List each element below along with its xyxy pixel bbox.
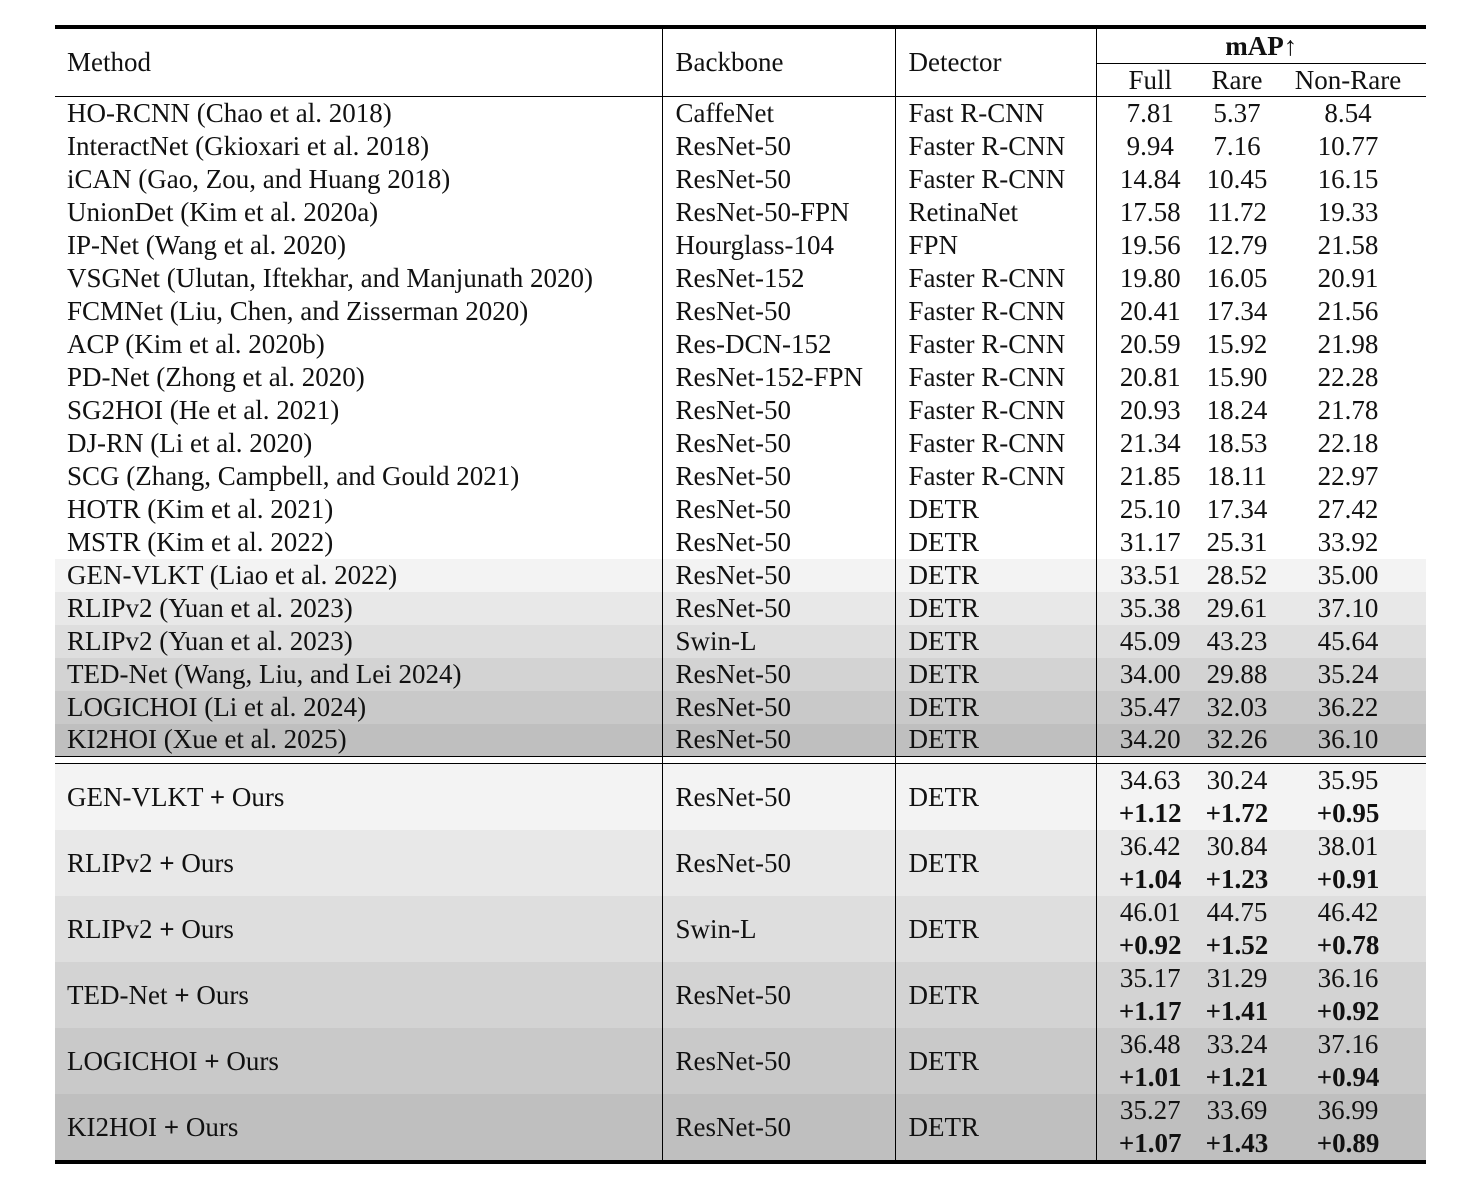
- method-cell: [55, 962, 662, 1028]
- rare-gain: +1.43: [1205, 1128, 1269, 1158]
- method-cell: SG2HOI (He et al. 2021): [67, 394, 340, 425]
- full-map-cell: 9.94: [1096, 130, 1204, 163]
- table-row: [55, 460, 1426, 493]
- backbone-cell: ResNet-50: [662, 962, 895, 1028]
- method-cell: KI2HOI (Xue et al. 2025): [55, 724, 662, 757]
- full-map-cell: 19.56: [1096, 229, 1204, 262]
- header-full: Full: [1096, 64, 1204, 97]
- method-name: TED-Net: [67, 979, 168, 1010]
- detector-cell: DETR: [895, 896, 1096, 962]
- method-cell: RLIPv2 (Yuan et al. 2023): [67, 592, 353, 623]
- header-non-rare: Non-Rare: [1294, 64, 1402, 95]
- table-row: [55, 328, 1426, 361]
- detector-cell: Faster R-CNN: [895, 130, 1096, 163]
- non-rare-map-cell: 36.22: [1317, 691, 1379, 722]
- table-row: [55, 163, 1426, 196]
- method-cell: LOGICHOI (Li et al. 2024): [67, 691, 367, 722]
- full-value: 35.27: [1119, 1095, 1181, 1125]
- table-row: [55, 724, 1426, 757]
- table-row: [55, 97, 1426, 130]
- full-map-cell: 25.10: [1096, 493, 1204, 526]
- detector-cell: DETR: [895, 592, 1096, 625]
- full-map-cell: 20.81: [1096, 361, 1204, 394]
- method-cell: IP-Net (Wang et al. 2020): [67, 229, 346, 260]
- full-map-cell: 20.93: [1096, 394, 1204, 427]
- header-detector: Detector: [895, 27, 1096, 97]
- full-value: 36.42: [1119, 831, 1181, 861]
- method-cell: InteractNet (Gkioxari et al. 2018): [67, 130, 430, 161]
- full-map-cell: [1096, 830, 1204, 896]
- backbone-cell: ResNet-152: [662, 262, 895, 295]
- backbone-cell: Swin-L: [662, 625, 895, 658]
- baseline-rows: [55, 97, 1426, 757]
- full-gain: +1.01: [1118, 1062, 1182, 1092]
- ours-label: Ours: [181, 913, 234, 944]
- rare-map-cell: 10.45: [1206, 163, 1268, 194]
- backbone-cell: ResNet-50: [662, 1094, 895, 1162]
- rare-value: 30.24: [1206, 765, 1268, 795]
- non-rare-map-cell: 27.42: [1317, 493, 1379, 524]
- method-cell: TED-Net (Wang, Liu, and Lei 2024): [67, 658, 462, 689]
- detector-cell: Faster R-CNN: [895, 427, 1096, 460]
- backbone-cell: ResNet-50: [662, 394, 895, 427]
- ours-rows: [55, 764, 1426, 1163]
- backbone-cell: ResNet-50: [662, 526, 895, 559]
- non-rare-map-cell: 35.24: [1317, 658, 1379, 689]
- detector-cell: Faster R-CNN: [895, 328, 1096, 361]
- detector-cell: DETR: [895, 724, 1096, 757]
- backbone-cell: ResNet-50: [662, 830, 895, 896]
- method-cell: [55, 1094, 662, 1162]
- backbone-cell: ResNet-50: [662, 295, 895, 328]
- rare-map-cell: 25.31: [1206, 526, 1268, 557]
- non-rare-gain: +0.94: [1316, 1062, 1380, 1092]
- detector-cell: DETR: [895, 625, 1096, 658]
- rare-map-cell: 43.23: [1206, 625, 1268, 656]
- backbone-cell: ResNet-50: [662, 163, 895, 196]
- results-table-container: [55, 25, 1426, 1164]
- ours-label: Ours: [185, 1111, 239, 1142]
- non-rare-gain: +0.92: [1316, 996, 1380, 1026]
- full-map-cell: 34.00: [1096, 658, 1204, 691]
- detector-cell: DETR: [895, 526, 1096, 559]
- ours-label: Ours: [181, 847, 234, 878]
- non-rare-map-cell: 8.54: [1324, 97, 1372, 128]
- rare-map-cell: 17.34: [1206, 295, 1268, 326]
- backbone-cell: ResNet-50: [662, 658, 895, 691]
- rare-map-cell: 15.90: [1206, 361, 1268, 392]
- table-row: [55, 526, 1426, 559]
- method-name: RLIPv2: [67, 847, 153, 878]
- method-cell: GEN-VLKT (Liao et al. 2022): [67, 559, 398, 590]
- non-rare-value: 46.42: [1317, 897, 1379, 927]
- table-row: [55, 592, 1426, 625]
- detector-cell: Faster R-CNN: [895, 262, 1096, 295]
- non-rare-value: 35.95: [1317, 765, 1379, 795]
- rare-map-cell: [1204, 1028, 1270, 1094]
- non-rare-map-cell: 20.91: [1317, 262, 1379, 293]
- backbone-cell: Hourglass-104: [662, 229, 895, 262]
- rare-value: 33.24: [1206, 1029, 1268, 1059]
- backbone-cell: ResNet-50: [662, 559, 895, 592]
- detector-cell: RetinaNet: [895, 196, 1096, 229]
- non-rare-gain: +0.78: [1316, 930, 1380, 960]
- full-map-cell: 17.58: [1096, 196, 1204, 229]
- full-map-cell: 35.47: [1096, 691, 1204, 724]
- method-cell: [55, 830, 662, 896]
- rare-map-cell: 11.72: [1207, 196, 1267, 227]
- table-row-ours: [55, 764, 1426, 831]
- full-map-cell: 31.17: [1096, 526, 1204, 559]
- rare-map-cell: [1204, 830, 1270, 896]
- rare-gain: +1.72: [1205, 798, 1269, 828]
- non-rare-map-cell: 21.98: [1317, 328, 1379, 359]
- method-name: LOGICHOI: [67, 1045, 198, 1076]
- non-rare-map-cell: 37.10: [1317, 592, 1379, 623]
- method-cell: SCG (Zhang, Campbell, and Gould 2021): [67, 460, 520, 491]
- rare-map-cell: [1204, 764, 1270, 831]
- non-rare-value: 38.01: [1317, 831, 1379, 861]
- non-rare-map-cell: 21.78: [1317, 394, 1379, 425]
- header-backbone: Backbone: [662, 27, 895, 97]
- backbone-cell: ResNet-50-FPN: [662, 196, 895, 229]
- table-row: [55, 658, 1426, 691]
- table-row: [55, 559, 1426, 592]
- non-rare-map-cell: 19.33: [1317, 196, 1379, 227]
- full-value: 46.01: [1119, 897, 1181, 927]
- table-row: [55, 691, 1426, 724]
- detector-cell: DETR: [895, 830, 1096, 896]
- rare-map-cell: [1204, 962, 1270, 1028]
- full-value: 34.63: [1119, 765, 1181, 795]
- full-value: 35.17: [1119, 963, 1181, 993]
- non-rare-gain: +0.89: [1316, 1128, 1380, 1158]
- table-row: [55, 625, 1426, 658]
- method-cell: RLIPv2 (Yuan et al. 2023): [67, 625, 353, 656]
- detector-cell: DETR: [895, 658, 1096, 691]
- plus-sign: +: [204, 1045, 220, 1076]
- header-method: Method: [67, 47, 151, 77]
- non-rare-map-cell: 33.92: [1317, 526, 1379, 557]
- plus-sign: +: [174, 979, 190, 1010]
- method-cell: [55, 896, 662, 962]
- backbone-cell: ResNet-50: [662, 764, 895, 831]
- table-row: [55, 262, 1426, 295]
- detector-cell: Fast R-CNN: [895, 97, 1096, 130]
- full-map-cell: [1096, 1028, 1204, 1094]
- backbone-cell: ResNet-50: [662, 460, 895, 493]
- section-spacer: [55, 757, 1426, 764]
- rare-map-cell: 17.34: [1206, 493, 1268, 524]
- non-rare-map-cell: 16.15: [1317, 163, 1379, 194]
- detector-cell: DETR: [895, 1028, 1096, 1094]
- detector-cell: DETR: [895, 691, 1096, 724]
- ours-label: Ours: [226, 1045, 279, 1076]
- non-rare-map-cell: 21.56: [1317, 295, 1379, 326]
- rare-gain: +1.23: [1205, 864, 1269, 894]
- method-cell: UnionDet (Kim et al. 2020a): [67, 196, 379, 227]
- detector-cell: Faster R-CNN: [895, 361, 1096, 394]
- rare-map-cell: 32.03: [1206, 691, 1268, 722]
- method-name: RLIPv2: [67, 913, 153, 944]
- rare-gain: +1.21: [1205, 1062, 1269, 1092]
- full-map-cell: 21.85: [1096, 460, 1204, 493]
- backbone-cell: ResNet-152-FPN: [662, 361, 895, 394]
- rare-value: 44.75: [1206, 897, 1268, 927]
- ours-label: Ours: [231, 781, 285, 812]
- rare-map-cell: 18.24: [1206, 394, 1268, 425]
- non-rare-map-cell: 22.97: [1317, 460, 1379, 491]
- rare-value: 33.69: [1206, 1095, 1268, 1125]
- method-name: GEN-VLKT: [67, 781, 203, 812]
- non-rare-map-cell: 36.10: [1270, 724, 1426, 757]
- non-rare-map-cell: 45.64: [1317, 625, 1379, 656]
- full-map-cell: 33.51: [1096, 559, 1204, 592]
- method-cell: iCAN (Gao, Zou, and Huang 2018): [67, 163, 451, 194]
- non-rare-map-cell: 22.28: [1317, 361, 1379, 392]
- backbone-cell: Swin-L: [662, 896, 895, 962]
- plus-sign: +: [159, 847, 175, 878]
- non-rare-map-cell: [1270, 830, 1426, 896]
- table-row-ours: [55, 962, 1426, 1028]
- detector-cell: Faster R-CNN: [895, 295, 1096, 328]
- backbone-cell: ResNet-50: [662, 691, 895, 724]
- table-row-ours: [55, 896, 1426, 962]
- full-map-cell: 21.34: [1096, 427, 1204, 460]
- non-rare-map-cell: [1270, 896, 1426, 962]
- full-map-cell: [1096, 896, 1204, 962]
- non-rare-map-cell: 10.77: [1317, 130, 1379, 161]
- plus-sign: +: [163, 1111, 180, 1142]
- plus-sign: +: [159, 913, 175, 944]
- table-row: [55, 427, 1426, 460]
- rare-map-cell: 18.53: [1206, 427, 1268, 458]
- full-map-cell: 34.20: [1096, 724, 1204, 757]
- rare-map-cell: [1204, 1094, 1270, 1162]
- backbone-cell: ResNet-50: [662, 592, 895, 625]
- header-rare: Rare: [1211, 64, 1263, 95]
- rare-map-cell: 16.05: [1206, 262, 1268, 293]
- detector-cell: DETR: [895, 764, 1096, 831]
- detector-cell: Faster R-CNN: [895, 460, 1096, 493]
- full-gain: +1.07: [1118, 1128, 1182, 1158]
- plus-sign: +: [209, 781, 226, 812]
- table-row: [55, 493, 1426, 526]
- rare-value: 30.84: [1206, 831, 1268, 861]
- backbone-cell: ResNet-50: [662, 130, 895, 163]
- full-map-cell: 35.38: [1096, 592, 1204, 625]
- rare-map-cell: 29.61: [1206, 592, 1268, 623]
- rare-gain: +1.41: [1205, 996, 1269, 1026]
- full-gain: +0.92: [1118, 930, 1182, 960]
- full-map-cell: [1096, 962, 1204, 1028]
- non-rare-map-cell: 22.18: [1317, 427, 1379, 458]
- table-row-ours: [55, 1028, 1426, 1094]
- method-cell: MSTR (Kim et al. 2022): [67, 526, 334, 557]
- non-rare-map-cell: [1270, 764, 1426, 831]
- header-map: mAP↑: [1096, 27, 1426, 64]
- detector-cell: DETR: [895, 559, 1096, 592]
- full-map-cell: 19.80: [1096, 262, 1204, 295]
- non-rare-map-cell: 35.00: [1317, 559, 1379, 590]
- table-row: [55, 229, 1426, 262]
- non-rare-gain: +0.91: [1316, 864, 1380, 894]
- non-rare-gain: +0.95: [1316, 798, 1380, 828]
- ours-label: Ours: [196, 979, 249, 1010]
- detector-cell: DETR: [895, 962, 1096, 1028]
- backbone-cell: ResNet-50: [662, 724, 895, 757]
- table-row-ours: [55, 830, 1426, 896]
- table-row: [55, 130, 1426, 163]
- method-cell: [55, 1028, 662, 1094]
- non-rare-value: 36.16: [1317, 963, 1379, 993]
- table-row: [55, 196, 1426, 229]
- non-rare-value: 37.16: [1317, 1029, 1379, 1059]
- rare-map-cell: 5.37: [1213, 97, 1261, 128]
- method-cell: PD-Net (Zhong et al. 2020): [67, 361, 365, 392]
- method-cell: DJ-RN (Li et al. 2020): [67, 427, 313, 458]
- full-map-cell: 20.59: [1096, 328, 1204, 361]
- rare-map-cell: 29.88: [1206, 658, 1268, 689]
- non-rare-map-cell: [1270, 1094, 1426, 1162]
- full-map-cell: [1096, 1094, 1204, 1162]
- full-map-cell: [1096, 764, 1204, 831]
- backbone-cell: ResNet-50: [662, 1028, 895, 1094]
- table-row: [55, 361, 1426, 394]
- backbone-cell: Res-DCN-152: [662, 328, 895, 361]
- rare-map-cell: [1204, 896, 1270, 962]
- rare-map-cell: 7.16: [1213, 130, 1261, 161]
- full-map-cell: 45.09: [1096, 625, 1204, 658]
- non-rare-map-cell: [1270, 1028, 1426, 1094]
- detector-cell: Faster R-CNN: [895, 394, 1096, 427]
- rare-map-cell: 15.92: [1206, 328, 1268, 359]
- non-rare-value: 36.99: [1317, 1095, 1379, 1125]
- full-gain: +1.17: [1118, 996, 1182, 1026]
- rare-map-cell: 28.52: [1206, 559, 1268, 590]
- method-cell: HOTR (Kim et al. 2021): [67, 493, 334, 524]
- detector-cell: DETR: [895, 1094, 1096, 1162]
- table-row: [55, 295, 1426, 328]
- non-rare-map-cell: [1270, 962, 1426, 1028]
- detector-cell: DETR: [895, 493, 1096, 526]
- detector-cell: Faster R-CNN: [895, 163, 1096, 196]
- backbone-cell: ResNet-50: [662, 493, 895, 526]
- rare-map-cell: 12.79: [1206, 229, 1268, 260]
- rare-map-cell: 32.26: [1204, 724, 1270, 757]
- rare-map-cell: 18.11: [1207, 460, 1267, 491]
- rare-value: 31.29: [1206, 963, 1268, 993]
- full-gain: +1.04: [1118, 864, 1182, 894]
- method-cell: FCMNet (Liu, Chen, and Zisserman 2020): [67, 295, 529, 326]
- table-row-ours: [55, 1094, 1426, 1162]
- method-name: KI2HOI: [67, 1111, 157, 1142]
- method-cell: [55, 764, 662, 831]
- full-map-cell: 14.84: [1096, 163, 1204, 196]
- method-cell: HO-RCNN (Chao et al. 2018): [67, 97, 392, 128]
- full-gain: +1.12: [1118, 798, 1182, 828]
- full-map-cell: 7.81: [1096, 97, 1204, 130]
- rare-gain: +1.52: [1205, 930, 1269, 960]
- backbone-cell: CaffeNet: [662, 97, 895, 130]
- detector-cell: FPN: [895, 229, 1096, 262]
- full-map-cell: 20.41: [1096, 295, 1204, 328]
- hoi-results-table: [55, 25, 1426, 1164]
- method-cell: VSGNet (Ulutan, Iftekhar, and Manjunath 2020): [67, 262, 594, 293]
- table-row: [55, 394, 1426, 427]
- full-value: 36.48: [1119, 1029, 1181, 1059]
- backbone-cell: ResNet-50: [662, 427, 895, 460]
- method-cell: ACP (Kim et al. 2020b): [67, 328, 325, 359]
- non-rare-map-cell: 21.58: [1317, 229, 1379, 260]
